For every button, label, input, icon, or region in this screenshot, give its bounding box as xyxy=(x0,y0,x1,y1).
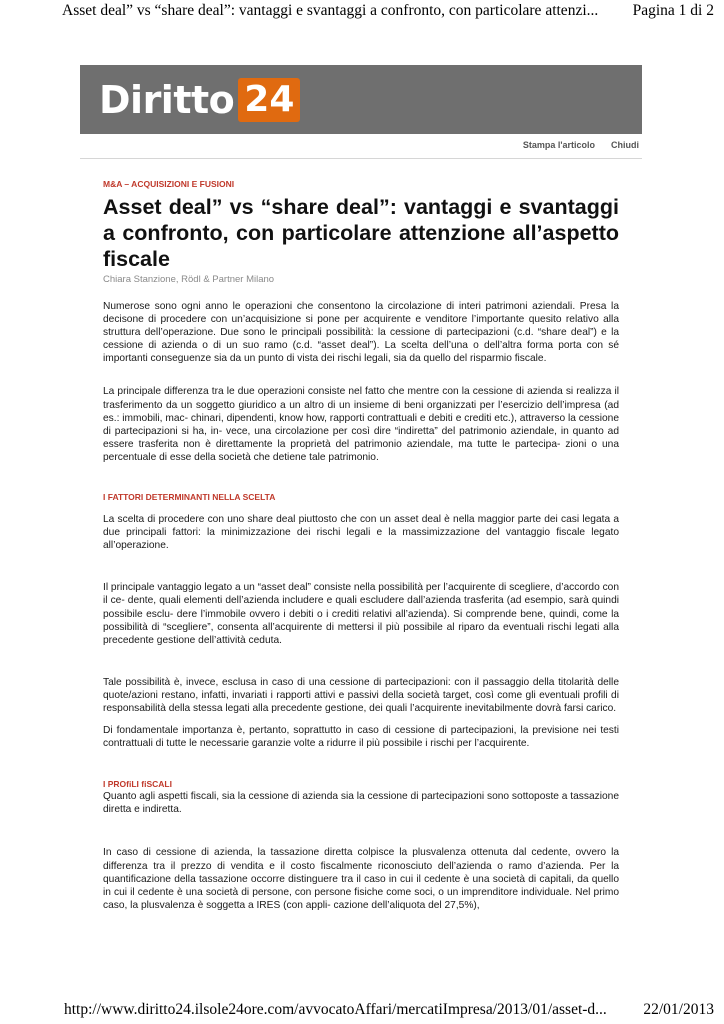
logo-number-badge: 24 xyxy=(238,78,300,122)
diritto24-logo[interactable] xyxy=(99,77,300,123)
print-header xyxy=(0,0,724,22)
article-paragraph-3: La scelta di procedere con uno share deal piuttosto che con un asset deal è nella maggior parte dei casi legata a due principali fattori: la minimizzazione dei rischi legali e la massimizzazione del vantaggio fiscale legato all’operazione. xyxy=(103,514,619,552)
print-header-title: Asset deal” vs “share deal”: vantaggi e svantaggi a confronto, con particolare attenzi... xyxy=(62,2,599,19)
print-header-page-number: Pagina 1 di 2 xyxy=(632,2,714,19)
article-paragraph-2: La principale differenza tra le due operazioni consiste nel fatto che mentre con la cessione di azienda si realizza il trasferimento da un soggetto giuridico a un altro di un insieme di beni organizzati per l’esercizio dell’impresa (ad es.: immobili, mac- chinari, dipendenti, know how, rapporti contrattuali e debiti e crediti etc.), attraverso la cessione di partecipazioni si ha, in- vece, una circolazione per così dire “indiretta” del patrimonio aziendale, in quanto ad essere trasferita non è direttamente la proprietà del patrimonio aziendale, ma tutte le partecipa- zioni o una percentuale di esse della società che detiene tale patrimonio. xyxy=(103,386,619,463)
print-article-link[interactable]: Stampa l'articolo xyxy=(522,140,595,150)
subheading-fattori: I FATTORI DETERMINANTI NELLA SCELTA xyxy=(103,492,276,503)
article-paragraph-5: Tale possibilità è, invece, esclusa in caso di una cessione di partecipazioni: con il passaggio della titolarità delle quote/azioni restano, infatti, invariati i rapporti attivi e passivi della società target, così come gli eventuali profili di responsabilità della stessa legati alla precedente gestione, dei quali l’acquirente inevitabilmente dovrà farsi carico. xyxy=(103,676,619,714)
article-paragraph-4: Il principale vantaggio legato a un “asset deal” consiste nella possibilità per l’acquirente di scegliere, d’accordo con il ce- dente, quali elementi dell’azienda includere e quali escludere dall’azienda trasferita (ad esempio, sarà quindi possibile esclu- dere l’immobile ovvero i debiti o i crediti relativi all’azienda). Si comprende bene, quindi, come la possibilità di “scegliere”, consenta all’acquirente di mettersi il più possibile al riparo da eventuali rischi legati alla precedente gestione dell’attività ceduta. xyxy=(103,582,619,646)
print-footer-url: http://www.diritto24.ilsole24ore.com/avvocatoAffari/mercatiImpresa/2013/01/asset-d... xyxy=(64,1001,607,1018)
article-paragraph-6: Di fondamentale importanza è, pertanto, soprattutto in caso di cessione di partecipazioni, la previsione nei testi contrattuali di tutte le necessarie garanzie volte a ridurre il più possibile i rischi per l’acquirente. xyxy=(103,725,619,750)
logo-word: Diritto xyxy=(99,78,235,122)
close-link[interactable]: Chiudi xyxy=(611,140,639,150)
print-footer xyxy=(0,999,724,1021)
article-paragraph-7: Quanto agli aspetti fiscali, sia la cessione di azienda sia la cessione di partecipazioni sono sottoposte a tassazione diretta e indiretta. xyxy=(103,791,619,816)
article-title: Asset deal” vs “share deal”: vantaggi e svantaggi a confronto, con particolare attenzione all’aspetto fiscale xyxy=(103,195,619,271)
site-banner xyxy=(80,65,642,134)
subheading-profili-fiscali: I PROfiLI fiSCALI xyxy=(103,779,172,790)
article-body xyxy=(103,178,619,912)
article-actions-bar xyxy=(80,134,642,159)
section-label[interactable]: M&A – ACQUISIZIONI E FUSIONI xyxy=(103,179,235,189)
article-paragraph-8: In caso di cessione di azienda, la tassazione diretta colpisce la plusvalenza ottenuta dal cedente, ovvero la differenza tra il prezzo di vendita e il costo fiscalmente riconosciuto dell’azienda o ramo d’azienda. Per la quantificazione della tassazione occorre distinguere tra il caso in cui il cedente è una società di capitali, da quello in cui il cedente è una società di persone, con persone fisiche come soci, o un imprenditore individuale. Nel primo caso, la plusvalenza è soggetta a IRES (con appli- cazione dell’aliquota del 27,5%), xyxy=(103,847,619,911)
article-paragraph-1: Numerose sono ogni anno le operazioni che consentono la circolazione di interi patrimoni aziendali. Presa la decisone di procedere con un’acquisizione si pone per acquirente e venditore l’importante quesito relativo alla struttura dell’operazione. Due sono le principali possibilità: la cessione di partecipazioni (c.d. “share deal”) e la cessione di azienda o di un suo ramo (c.d. “asset deal”). La scelta dell’una o dell’altra forma porta con sé importanti conseguenze sia da un punto di vista dei rischi legali, sia da quello del risparmio fiscale. xyxy=(103,301,619,365)
print-footer-date: 22/01/2013 xyxy=(643,1001,714,1018)
article-author: Chiara Stanzione, Rödl & Partner Milano xyxy=(103,274,275,285)
